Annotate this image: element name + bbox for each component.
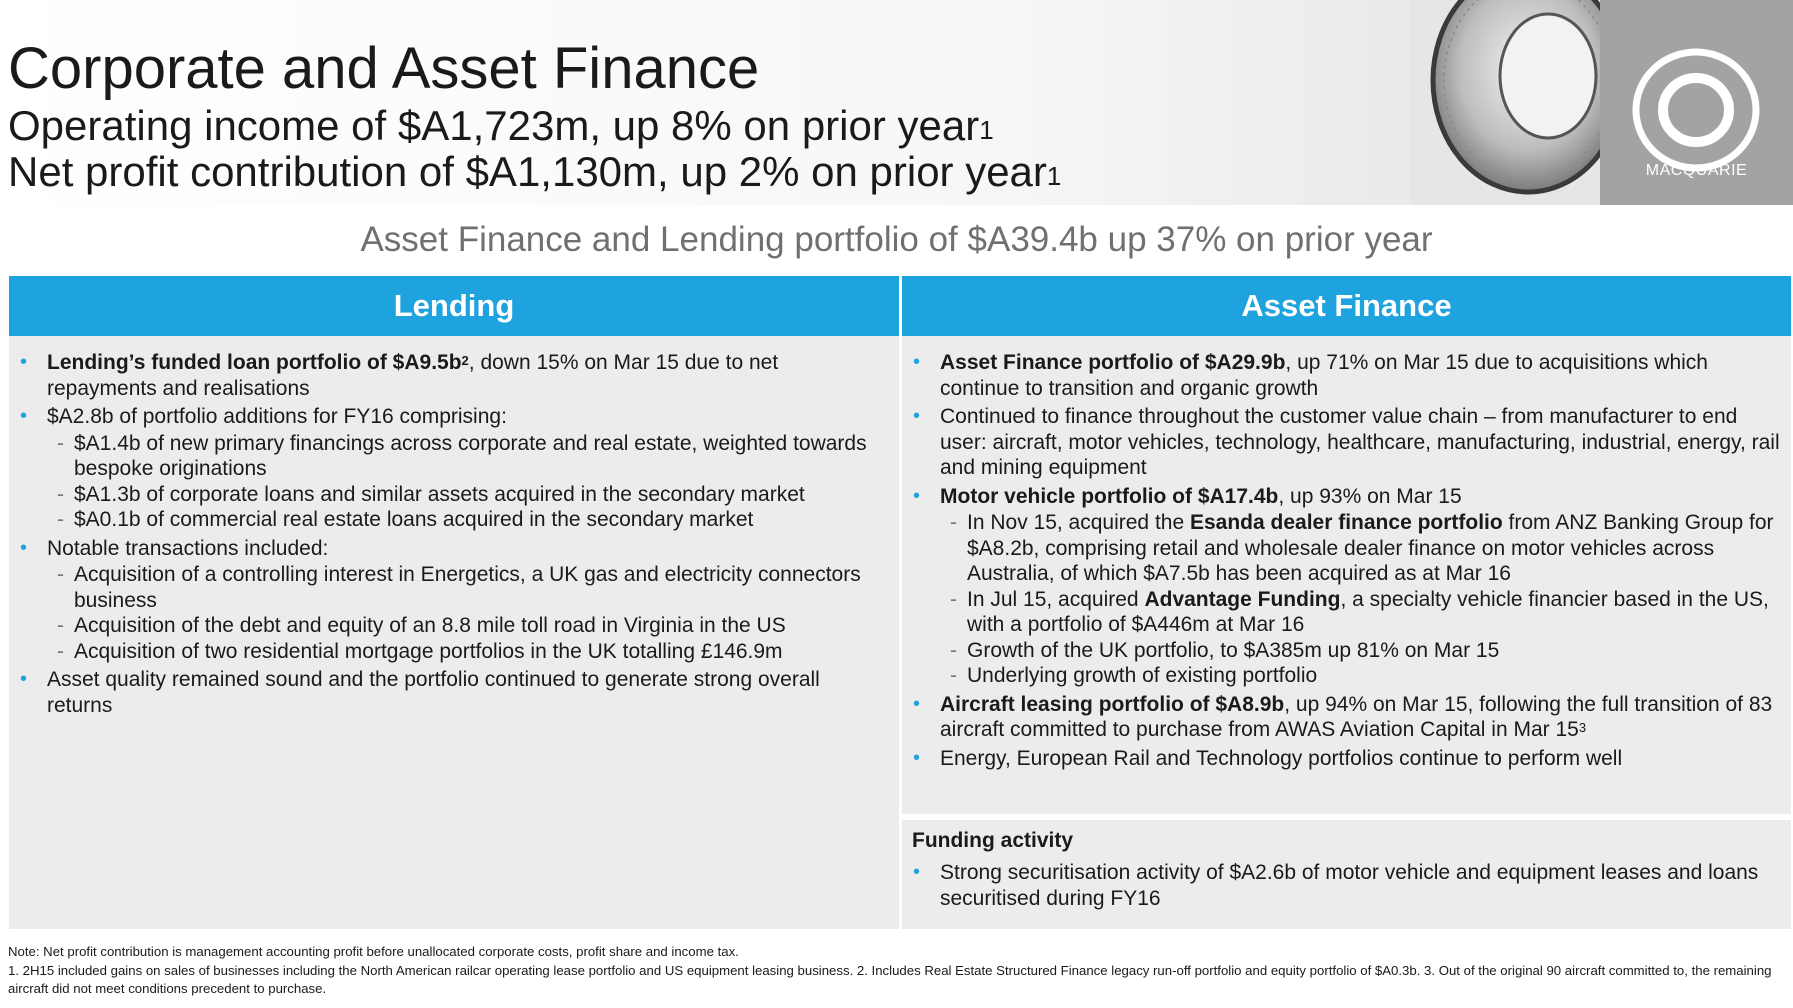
list-item: • Energy, European Rail and Technology portfolios continue to perform well: [902, 746, 1791, 772]
funding-bullet-list: [902, 860, 1791, 911]
sub-list: [940, 510, 1781, 689]
logo-wordmark: MACQUARIE: [1645, 162, 1748, 179]
portfolio-heading: Asset Finance and Lending portfolio of $A39.4b up 37% on prior year: [360, 220, 1433, 259]
lending-panel: [9, 276, 899, 929]
list-item: • Motor vehicle portfolio of $A17.4b, up 93% on Mar 15 - In Nov 15, acquired the Esanda dealer finance portfolio from ANZ Banking Group for $A8.2b, comprising retail and wholesale dealer finance on motor vehicles across Australia, of which $A7.5b has been acquired as at Mar 16 - In Jul 15, acquired Advantage Funding, a specialty vehicle financier based in the US, with a portfolio of $A446m at Mar 16 - Growth of the UK portfolio, to $A385m up 81% on Mar 15 - Underlying growth of existing portfolio: [902, 484, 1791, 689]
sub-list-item: - $A1.4b of new primary financings across corporate and real estate, weighted towards bespoke originations: [47, 431, 889, 482]
macquarie-ring-icon: [1632, 48, 1760, 172]
list-item: • Notable transactions included: - Acquisition of a controlling interest in Energetics, a UK gas and electricity connectors business - Acquisition of the debt and equity of an 8.8 mile toll road in Virginia in the US - Acquisition of two residential mortgage portfolios in the UK totalling £146.9m: [9, 536, 899, 665]
asset-finance-panel: [902, 276, 1791, 929]
list-item: • Lending’s funded loan portfolio of $A9.5b$^2$, down 15% on Mar 15 due to net repayments and realisations: [9, 350, 899, 401]
sub-list-item: - In Jul 15, acquired Advantage Funding, a specialty vehicle financier based in the US, with a portfolio of $A446m at Mar 16: [940, 587, 1781, 638]
funding-activity-title: Funding activity: [912, 829, 1074, 852]
list-item: • Asset quality remained sound and the portfolio continued to generate strong overall returns: [9, 667, 899, 718]
lending-heading: Lending: [9, 276, 899, 336]
footnotes: [8, 943, 1788, 999]
sub-list: [47, 562, 889, 664]
sub-list-item: - Acquisition of two residential mortgage portfolios in the UK totalling £146.9m: [47, 639, 889, 665]
header-banner: [0, 0, 1793, 205]
net-profit-subtitle: Net profit contribution of $A1,130m, up 2% on prior year$^1$: [8, 148, 1062, 195]
funding-activity-section: [902, 828, 1791, 914]
list-item: • Asset Finance portfolio of $A29.9b, up 71% on Mar 15 due to acquisitions which continue to transition and organic growth: [902, 350, 1791, 401]
macquarie-logo: [1600, 0, 1793, 205]
asset-finance-heading: Asset Finance: [902, 276, 1791, 336]
sub-list-item: - Acquisition of a controlling interest in Energetics, a UK gas and electricity connectors business: [47, 562, 889, 613]
operating-income-subtitle: Operating income of $A1,723m, up 8% on prior year$^1$: [8, 102, 994, 149]
sub-list-item: - $A1.3b of corporate loans and similar assets acquired in the secondary market: [47, 482, 889, 508]
section-divider: [902, 814, 1791, 820]
asset-finance-bullet-list: [902, 350, 1791, 771]
sub-list-item: - Growth of the UK portfolio, to $A385m up 81% on Mar 15: [940, 638, 1781, 664]
sub-list: [47, 431, 889, 533]
sub-list-item: - Underlying growth of existing portfolio: [940, 663, 1781, 689]
footnote-line: 1. 2H15 included gains on sales of businesses including the North American railcar operating lease portfolio and US equipment leasing business. 2. Includes Real Estate Structured Finance legacy run-off portfolio and equity portfolio of $A0.3b. 3. Out of the original 90 aircraft committed to, the remaining aircraft did not meet conditions precedent to purchase.: [8, 962, 1772, 996]
coin-image-icon: [1410, 0, 1600, 205]
list-item: • $A2.8b of portfolio additions for FY16 comprising: - $A1.4b of new primary financings across corporate and real estate, weighted towards bespoke originations - $A1.3b of corporate loans and similar assets acquired in the secondary market - $A0.1b of commercial real estate loans acquired in the secondary market: [9, 404, 899, 533]
footnote-line: Note: Net profit contribution is management accounting profit before unallocated corporate costs, profit share and income tax.: [8, 944, 739, 959]
list-item: • Continued to finance throughout the customer value chain – from manufacturer to end user: aircraft, motor vehicles, technology, healthcare, manufacturing, industrial, energy, rail and mining equipment: [902, 404, 1791, 481]
page-title: Corporate and Asset Finance: [8, 36, 760, 101]
sub-list-item: - Acquisition of the debt and equity of an 8.8 mile toll road in Virginia in the US: [47, 613, 889, 639]
sub-list-item: - In Nov 15, acquired the Esanda dealer finance portfolio from ANZ Banking Group for $A8.2b, comprising retail and wholesale dealer finance on motor vehicles across Australia, of which $A7.5b has been acquired as at Mar 16: [940, 510, 1781, 587]
sub-list-item: - $A0.1b of commercial real estate loans acquired in the secondary market: [47, 507, 889, 533]
list-item: • Aircraft leasing portfolio of $A8.9b, up 94% on Mar 15, following the full transition of 83 aircraft committed to purchase from AWAS Aviation Capital in Mar 15$^3$: [902, 692, 1791, 743]
lending-bullet-list: [9, 350, 899, 718]
list-item: • Strong securitisation activity of $A2.6b of motor vehicle and equipment leases and loans securitised during FY16: [902, 860, 1791, 911]
